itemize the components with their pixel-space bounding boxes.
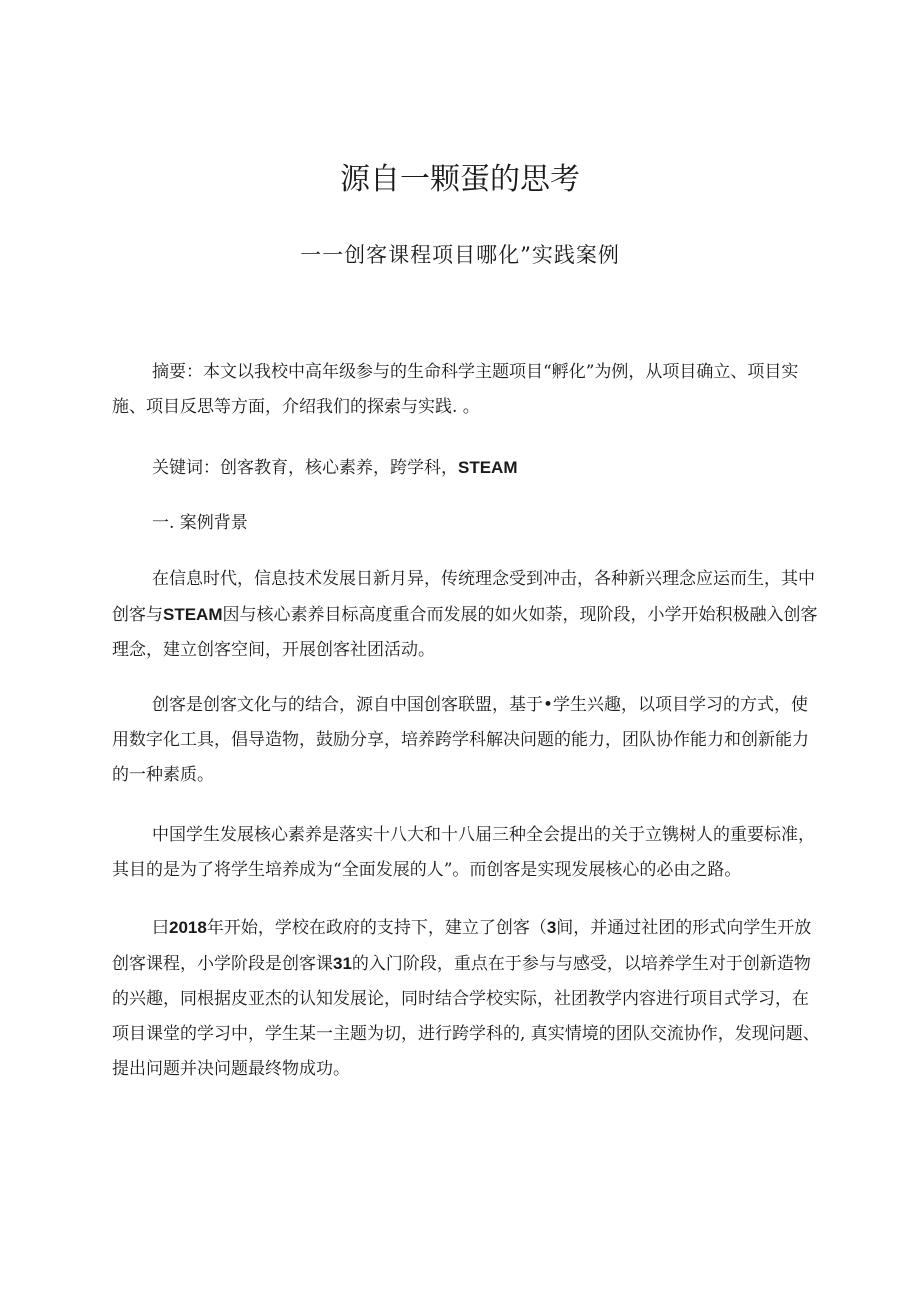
section-heading-text: 一. 案例背景	[152, 513, 248, 533]
paragraph-1-line-3: 理念，建立创客空间，开展创客社团活动。	[112, 640, 435, 660]
paragraph-2-line-3: 的一种素质。	[112, 765, 214, 785]
paragraph-4-line-3: 的兴趣，同根据皮亚杰的认知发展论，同时结合学校实际，社团教学内容进行项目式学习，在	[112, 989, 809, 1009]
paragraph-2-line-2: 用数字化工具，倡导造物，鼓励分享，培养跨学科解决问题的能力，团队协作能力和创新能力	[112, 730, 809, 750]
document-title: 源自一颗蛋的思考	[340, 162, 580, 197]
abstract-paragraph	[112, 355, 818, 425]
paragraph-4-line-1-mid: 年开始，学校在政府的支持下，建立了创客（	[206, 918, 547, 938]
paragraph-1-line-1: 在信息时代，信息技术发展日新月异，传统理念受到冲击，各种新兴理念应运而生，其中	[152, 569, 815, 589]
paragraph-4-line-2-pre: 创客课程，小学阶段是创客课	[112, 954, 333, 974]
paragraph-3-line-2: 其目的是为了将学生培养成为“全面发展的人”。而创客是实现发展核心的必由之路。	[112, 860, 742, 880]
keywords-label: 关键词：创客教育，核心素养，跨学科，	[152, 458, 458, 478]
paragraph-4-line-1-pre: 曰	[152, 918, 169, 938]
paragraph-1-steam: STEAM	[163, 605, 223, 624]
paragraph-4-line-2-post: 的入门阶段，重点在于参与与感受，以培养学生对于创新造物	[351, 954, 811, 974]
paragraph-4-course-number: 31	[333, 954, 352, 973]
keywords-line	[112, 450, 818, 486]
paragraph-1-line-2-post: 因与核心素养目标高度重合而发展的如火如荼，现阶段，小学开始积极融入创客	[222, 605, 818, 625]
paragraph-2-line-1: 创客是创客文化与的结合，源自中国创客联盟，基于•学生兴趣，以项目学习的方式，使	[152, 695, 809, 715]
paragraph-4-line-1	[112, 910, 818, 946]
keywords-steam: STEAM	[458, 458, 518, 477]
paragraph-4-line-5: 提出问题并决问题最终物成功。	[112, 1059, 350, 1079]
paragraph-3	[112, 818, 818, 888]
section-heading	[112, 506, 818, 541]
keywords-text	[112, 450, 818, 486]
paragraph-4-number: 3	[546, 918, 557, 937]
paragraph-4-line-4: 项目课堂的学习中，学生某一主题为切，进行跨学科的, 真实情境的团队交流协作，发现问题、	[112, 1024, 820, 1044]
paragraph-2	[112, 688, 818, 793]
paragraph-4	[112, 910, 818, 1087]
paragraph-4-year: 2018	[169, 918, 207, 937]
paragraph-4-line-1-post: 间，并通过社团的形式向学生开放	[556, 918, 812, 938]
paragraph-4-line-2	[112, 946, 818, 982]
paragraph-1-line-2-pre: 创客与	[112, 605, 163, 625]
paragraph-1	[112, 562, 818, 668]
paragraph-1-line-2	[112, 597, 818, 633]
abstract-line-1: 摘要：本文以我校中高年级参与的生命科学主题项目“孵化”为例，从项目确立、项目实	[152, 362, 799, 382]
document-subtitle: 一一创客课程项目哪化”实践案例	[300, 243, 620, 267]
paragraph-3-line-1: 中国学生发展核心素养是落实十八大和十八届三种全会提出的关于立镌树人的重要标准，	[152, 825, 815, 845]
abstract-line-2: 施、项目反思等方面，介绍我们的探索与实践. 。	[112, 397, 480, 417]
